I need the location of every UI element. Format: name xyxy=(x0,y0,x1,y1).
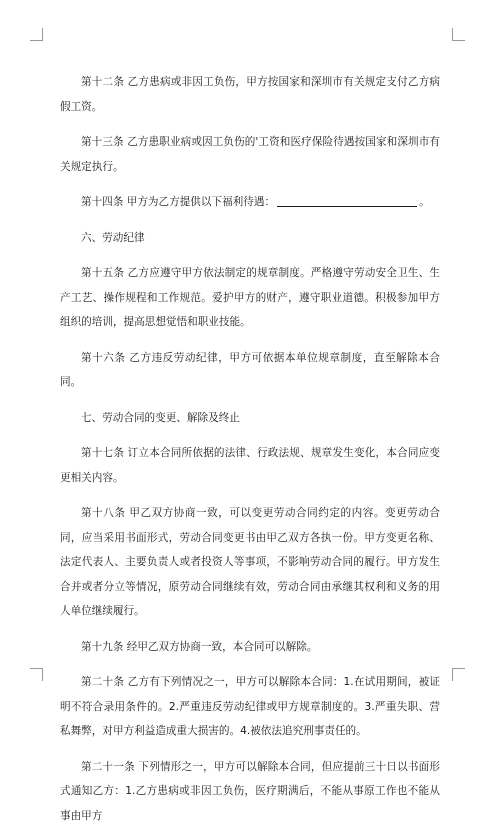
section-heading-contract-change: 七、劳动合同的变更、解除及终止 xyxy=(81,411,240,424)
article-19: 第十九条 经甲乙双方协商一致，本合同可以解除。 xyxy=(81,640,318,653)
crop-mark-top-right xyxy=(452,28,465,41)
article-12: 第十二条 乙方患病或非因工负伤，甲方按国家和深圳市有关规定支付乙方病假工资。 xyxy=(60,76,440,113)
article-21: 第二十一条 下列情形之一，甲方可以解除本合同，但应提前三十日以书面形式通知乙方：1.乙方患病或非因工负伤，医疗期满后，不能从事原工作也不能从事由甲方 xyxy=(60,760,440,822)
crop-mark-top-left xyxy=(30,28,43,41)
crop-mark-bottom-left xyxy=(30,668,43,681)
article-14-text: 第十四条 甲方为乙方提供以下福利待遇： xyxy=(81,196,276,208)
article-16: 第十六条 乙方违反劳动纪律，甲方可依据本单位规章制度，直至解除本合同。 xyxy=(60,351,440,388)
article-14 xyxy=(60,190,440,215)
article-20: 第二十条 乙方有下列情况之一，甲方可以解除本合同：1.在试用期间，被证明不符合录用条件的。2.严重违反劳动纪律或甲方规章制度的。3.严重失职、营私舞弊，对甲方利益造成重大损害的。4.被依法追究刑事责任的。 xyxy=(60,676,440,737)
article-18: 第十八条 甲乙双方协商一致，可以变更劳动合同约定的内容。变更劳动合同，应当采用书面形式，劳动合同变更书由甲乙双方各执一份。甲方变更名称、法定代表人、主要负责人或者投资人等事项，不影响劳动合同的履行。甲方发生合并或者分立等情况，原劳动合同继续有效，劳动合同由承继其权利和义务的用人单位继续履行。 xyxy=(60,507,440,617)
article-14-end: 。 xyxy=(419,196,430,208)
crop-mark-bottom-right xyxy=(452,668,465,681)
article-17: 第十七条 订立本合同所依据的法律、行政法规、规章发生变化，本合同应变更相关内容。 xyxy=(60,447,440,484)
document-body xyxy=(60,70,440,839)
article-13: 第十三条 乙方患职业病或因工负伤的'工资和医疗保险待遇按国家和深圳市有关规定执行。 xyxy=(60,136,440,173)
article-15: 第十五条 乙方应遵守甲方依法制定的规章制度。严格遵守劳动安全卫生、生产工艺、操作规程和工作规范。爱护甲方的财产，遵守职业道德。积极参加甲方组织的培训，提高思想觉悟和职业技能。 xyxy=(60,267,440,328)
benefits-blank-line xyxy=(277,194,417,207)
section-heading-labor-discipline: 六、劳动纪律 xyxy=(81,231,145,244)
